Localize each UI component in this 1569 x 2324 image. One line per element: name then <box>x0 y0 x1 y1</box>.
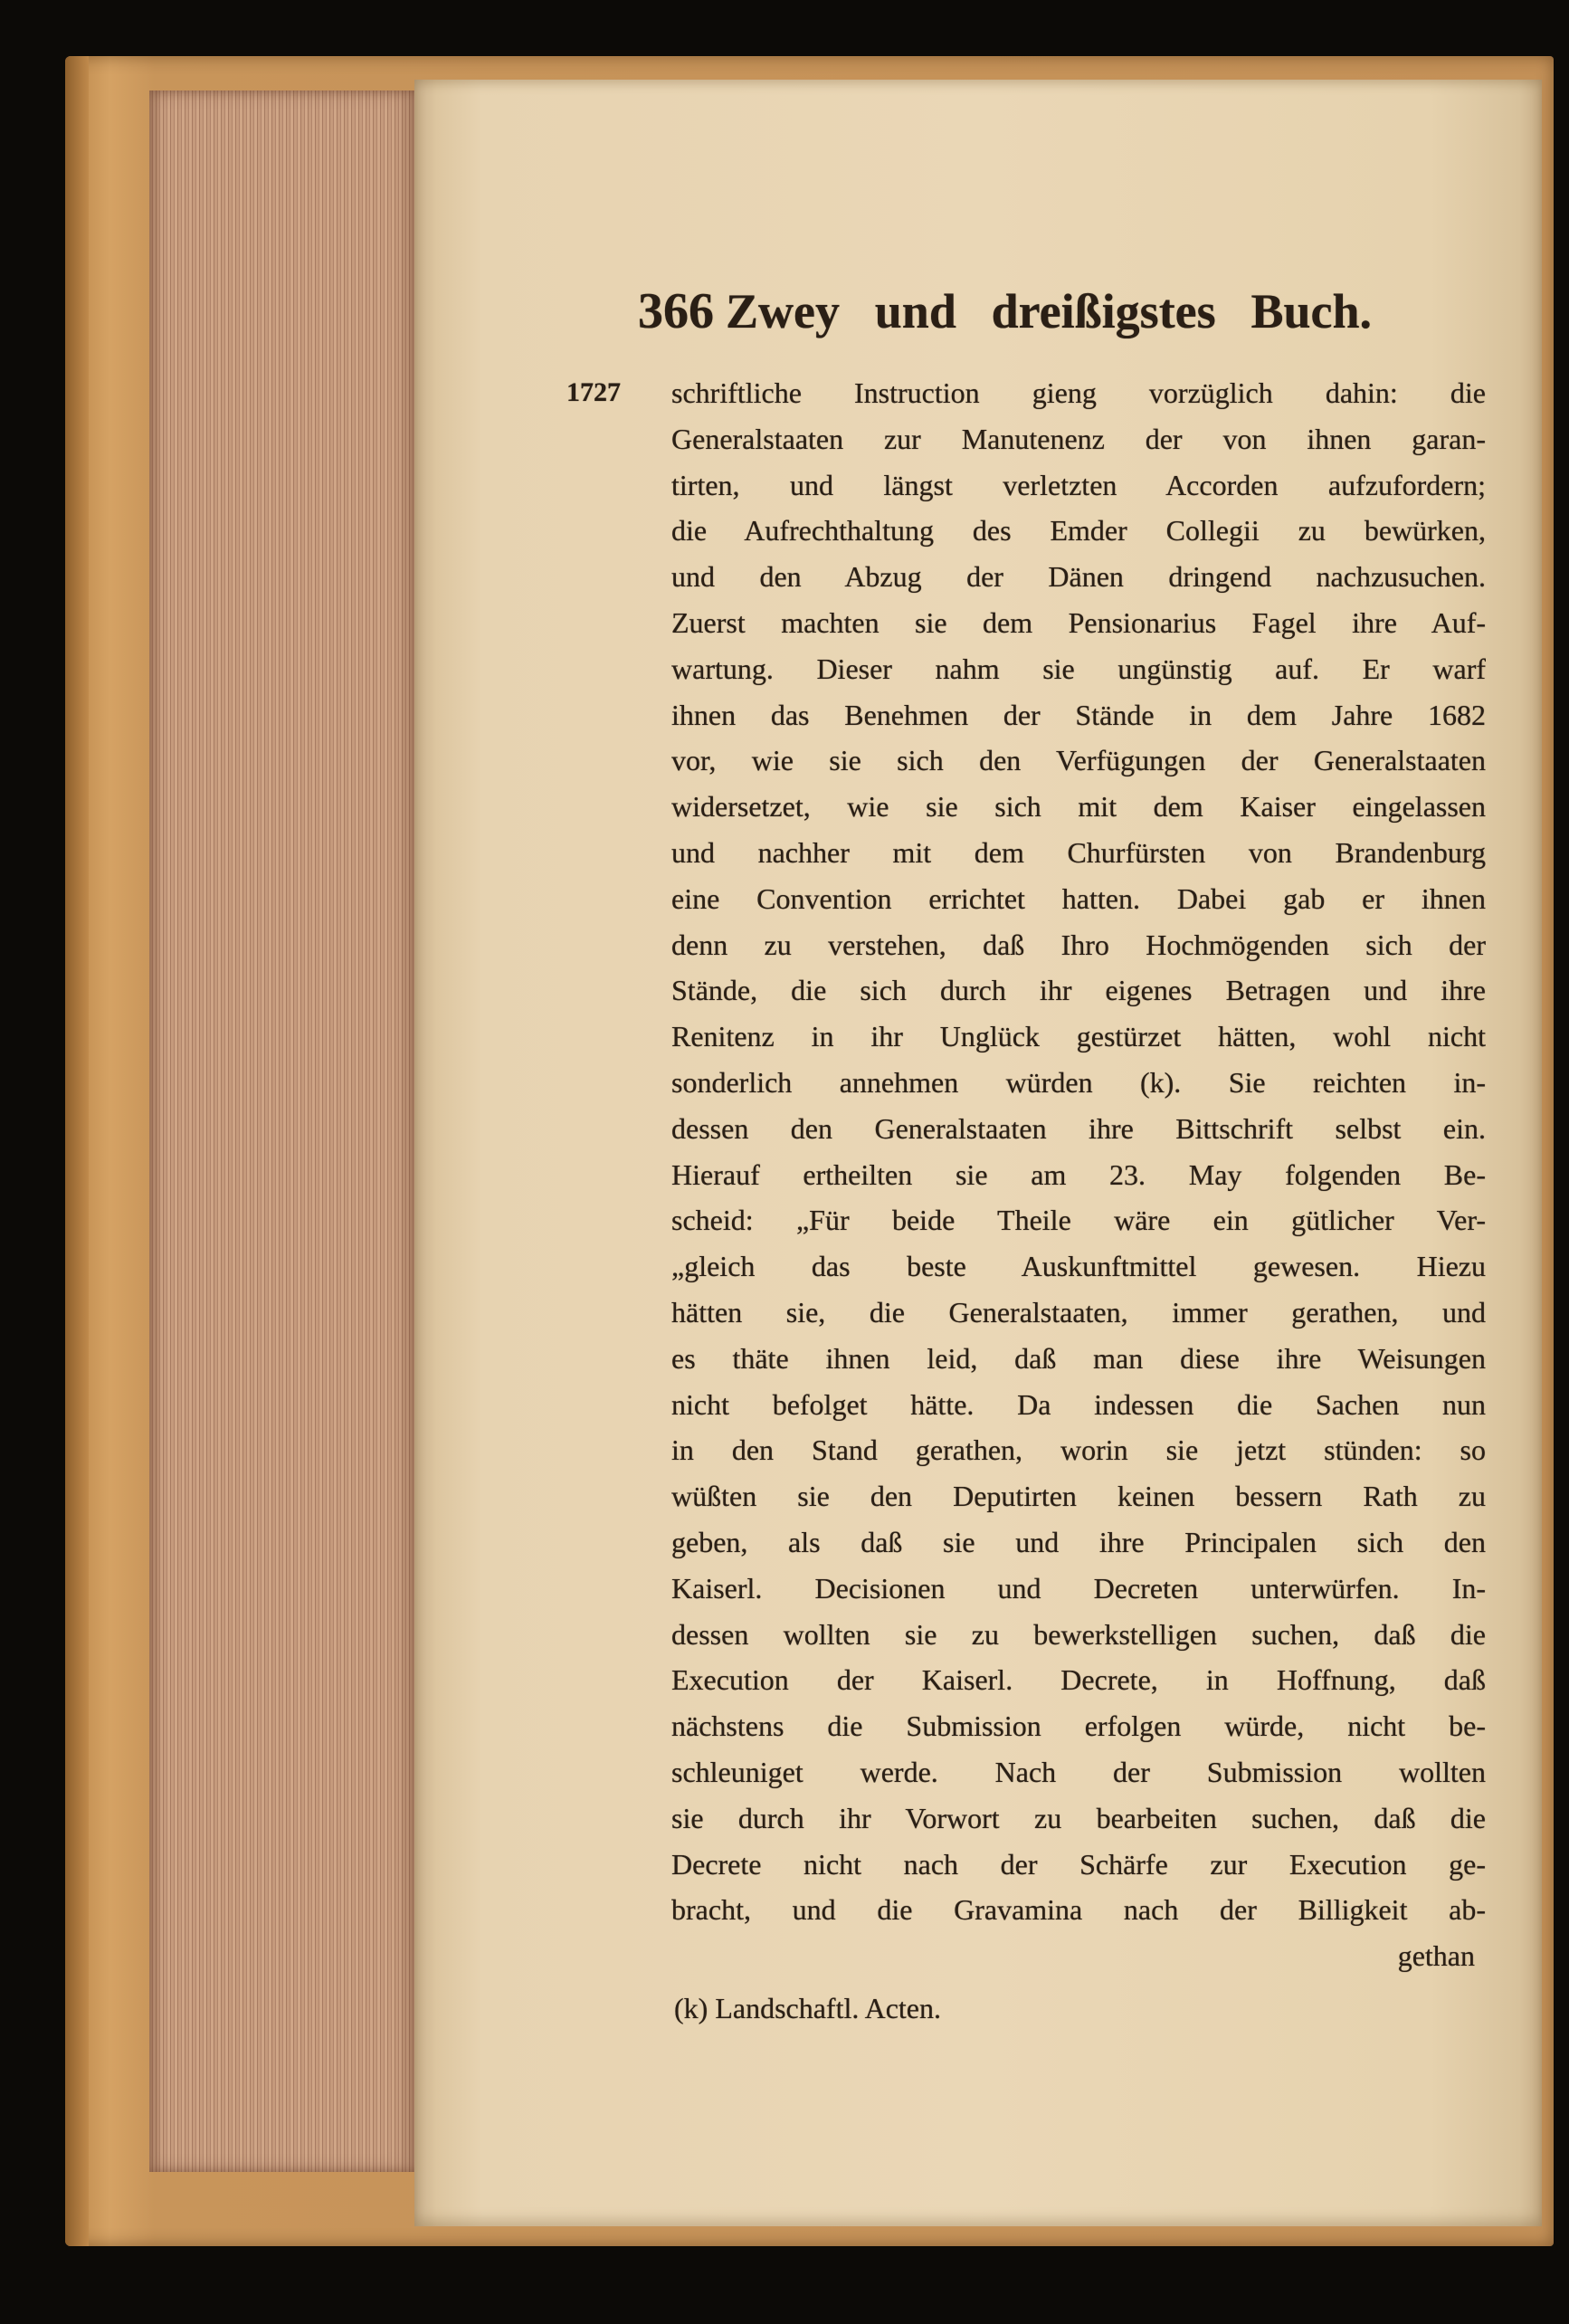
text-line: Stände, die sich durch ihr eigenes Betragen und ihre <box>671 974 1486 1007</box>
footnote: (k) Landschaftl. Acten. <box>674 1992 941 2024</box>
book-cover-edge <box>65 56 89 2246</box>
text-line: wartung. Dieser nahm sie ungünstig auf. Er warf <box>671 652 1486 685</box>
text-line: schleuniget werde. Nach der Submission wollten <box>671 1755 1486 1788</box>
text-line: Kaiserl. Decisionen und Decreten unterwürfen. In- <box>671 1571 1486 1605</box>
text-line: schriftliche Instruction gieng vorzüglich dahin: die <box>671 376 1486 409</box>
body-text <box>671 370 1486 1933</box>
text-line: und den Abzug der Dänen dringend nachzusuchen. <box>671 560 1486 594</box>
page-stack-edge <box>149 90 417 2172</box>
text-line: Generalstaaten zur Manutenenz der von ihnen garan- <box>671 422 1486 455</box>
text-line: scheid: „Für beide Theile wäre ein gütlicher Ver- <box>671 1204 1486 1237</box>
text-line: denn zu verstehen, daß Ihro Hochmögenden sich der <box>671 928 1486 961</box>
text-line: es thäte ihnen leid, daß man diese ihre Weisungen <box>671 1341 1486 1375</box>
text-line: Renitenz in ihr Unglück gestürzet hätten, wohl nicht <box>671 1020 1486 1053</box>
text-line: bracht, und die Gravamina nach der Billigkeit ab- <box>671 1893 1486 1927</box>
text-line: Zuerst machten sie dem Pensionarius Fagel ihre Auf- <box>671 605 1486 639</box>
text-line: sonderlich annehmen würden (k). Sie reichten in- <box>671 1065 1486 1099</box>
text-line: Decrete nicht nach der Schärfe zur Execution ge- <box>671 1847 1486 1881</box>
text-line: tirten, und längst verletzten Accorden aufzufordern; <box>671 468 1486 501</box>
text-line: geben, als daß sie und ihre Principalen sich den <box>671 1525 1486 1558</box>
text-line: die Aufrechthaltung des Emder Collegii zu bewürken, <box>671 514 1486 548</box>
text-line: Execution der Kaiserl. Decrete, in Hoffnung, daß <box>671 1663 1486 1697</box>
text-line: in den Stand gerathen, worin sie jetzt stünden: so <box>671 1433 1486 1467</box>
text-line: nicht befolget hätte. Da indessen die Sachen nun <box>671 1387 1486 1421</box>
text-line: eine Convention errichtet hatten. Dabei gab er ihnen <box>671 881 1486 915</box>
text-line: ihnen das Benehmen der Stände in dem Jahre 1682 <box>671 698 1486 731</box>
text-line: dessen den Generalstaaten ihre Bittschrift selbst ein. <box>671 1111 1486 1145</box>
text-line: vor, wie sie sich den Verfügungen der Generalstaaten <box>671 744 1486 777</box>
margin-year: 1727 <box>566 377 621 407</box>
text-line: „gleich das beste Auskunftmittel gewesen. Hiezu <box>671 1250 1486 1283</box>
running-head: Zwey und dreißigstes Buch. <box>726 284 1372 338</box>
text-line: Hierauf ertheilten sie am 23. May folgenden Be- <box>671 1157 1486 1191</box>
text-line: widersetzet, wie sie sich mit dem Kaiser eingelassen <box>671 790 1486 824</box>
text-line: und nachher mit dem Churfürsten von Brandenburg <box>671 835 1486 869</box>
text-line: nächstens die Submission erfolgen würde, nicht be- <box>671 1710 1486 1743</box>
text-line: dessen wollten sie zu bewerkstelligen suchen, daß die <box>671 1617 1486 1651</box>
text-line: wüßten sie den Deputirten keinen bessern Rath zu <box>671 1480 1486 1513</box>
text-line: hätten sie, die Generalstaaten, immer gerathen, und <box>671 1295 1486 1329</box>
catchword: gethan <box>1397 1939 1475 1972</box>
page-number: 366 <box>638 283 714 339</box>
text-line: sie durch ihr Vorwort zu bearbeiten suchen, daß die <box>671 1801 1486 1834</box>
